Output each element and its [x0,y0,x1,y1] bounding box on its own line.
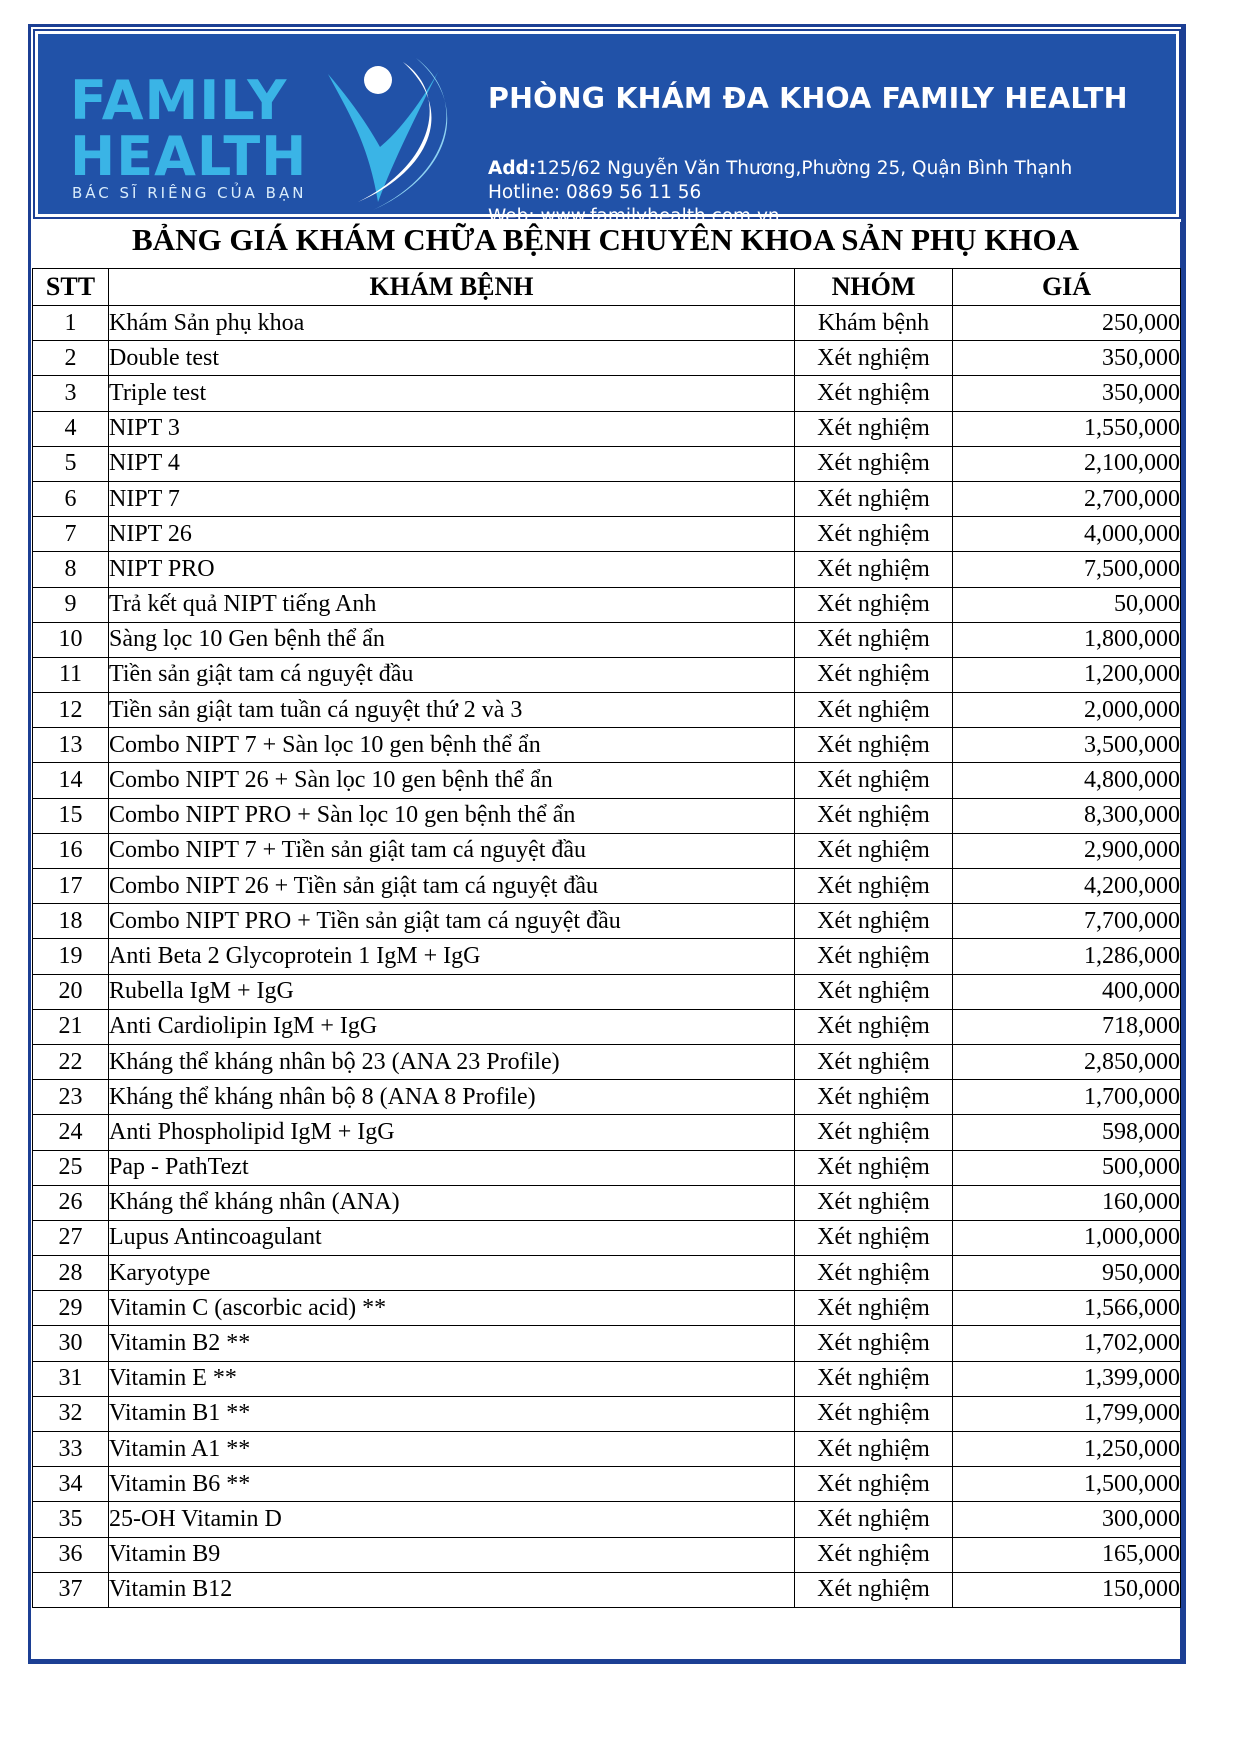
table-header-row [33,269,1181,306]
row-service-name: Vitamin C (ascorbic acid) ** [109,1291,795,1326]
row-stt: 24 [33,1115,109,1150]
clinic-contact-info [488,157,1072,229]
table-row [33,763,1181,798]
clinic-logo-wordmark [70,69,308,188]
row-price: 350,000 [953,341,1181,376]
table-row [33,869,1181,904]
row-stt: 25 [33,1150,109,1185]
table-row [33,939,1181,974]
row-service-name: Vitamin B2 ** [109,1326,795,1361]
row-group: Xét nghiệm [795,1080,953,1115]
row-stt: 3 [33,376,109,411]
row-group: Xét nghiệm [795,657,953,692]
row-price: 1,566,000 [953,1291,1181,1326]
price-table [32,268,1181,1608]
header-price: GIÁ [953,269,1181,306]
table-row [33,798,1181,833]
table-row [33,1115,1181,1150]
row-price: 350,000 [953,376,1181,411]
row-service-name: Vitamin B1 ** [109,1396,795,1431]
row-group: Xét nghiệm [795,587,953,622]
row-stt: 14 [33,763,109,798]
row-service-name: Triple test [109,376,795,411]
row-price: 150,000 [953,1572,1181,1607]
row-stt: 37 [33,1572,109,1607]
row-price: 1,550,000 [953,411,1181,446]
row-price: 718,000 [953,1009,1181,1044]
table-row [33,1185,1181,1220]
table-row [33,517,1181,552]
row-service-name: Pap - PathTezt [109,1150,795,1185]
row-price: 2,700,000 [953,481,1181,516]
row-stt: 19 [33,939,109,974]
row-group: Xét nghiệm [795,376,953,411]
row-group: Khám bệnh [795,306,953,341]
row-service-name: Anti Phospholipid IgM + IgG [109,1115,795,1150]
row-stt: 21 [33,1009,109,1044]
row-price: 1,286,000 [953,939,1181,974]
table-row [33,728,1181,763]
row-price: 2,000,000 [953,693,1181,728]
row-stt: 32 [33,1396,109,1431]
row-group: Xét nghiệm [795,517,953,552]
table-row [33,1572,1181,1607]
row-price: 1,000,000 [953,1220,1181,1255]
row-group: Xét nghiệm [795,481,953,516]
table-row [33,657,1181,692]
table-row [33,587,1181,622]
row-group: Xét nghiệm [795,974,953,1009]
row-stt: 15 [33,798,109,833]
table-row [33,1220,1181,1255]
table-row [33,481,1181,516]
row-stt: 12 [33,693,109,728]
row-price: 50,000 [953,587,1181,622]
row-price: 1,702,000 [953,1326,1181,1361]
row-group: Xét nghiệm [795,1502,953,1537]
table-row [33,411,1181,446]
row-stt: 11 [33,657,109,692]
table-row [33,1080,1181,1115]
row-group: Xét nghiệm [795,1115,953,1150]
row-group: Xét nghiệm [795,763,953,798]
row-group: Xét nghiệm [795,1361,953,1396]
row-service-name: Sàng lọc 10 Gen bệnh thể ẩn [109,622,795,657]
table-row [33,341,1181,376]
row-group: Xét nghiệm [795,622,953,657]
row-service-name: Vitamin B6 ** [109,1467,795,1502]
table-row [33,1396,1181,1431]
row-price: 1,800,000 [953,622,1181,657]
row-price: 250,000 [953,306,1181,341]
row-price: 1,250,000 [953,1432,1181,1467]
row-service-name: Anti Cardiolipin IgM + IgG [109,1009,795,1044]
row-service-name: NIPT 4 [109,446,795,481]
row-service-name: Tiền sản giật tam cá nguyệt đầu [109,657,795,692]
row-price: 4,800,000 [953,763,1181,798]
header-service: KHÁM BỆNH [109,269,795,306]
row-stt: 22 [33,1044,109,1079]
clinic-name: PHÒNG KHÁM ĐA KHOA FAMILY HEALTH [488,82,1128,115]
row-price: 2,850,000 [953,1044,1181,1079]
row-service-name: Combo NIPT 7 + Tiền sản giật tam cá nguyệt đầu [109,833,795,868]
row-service-name: Combo NIPT 26 + Sàn lọc 10 gen bệnh thể ẩn [109,763,795,798]
row-service-name: Rubella IgM + IgG [109,974,795,1009]
row-group: Xét nghiệm [795,341,953,376]
table-row [33,974,1181,1009]
clinic-address-line [488,157,1072,181]
row-price: 1,799,000 [953,1396,1181,1431]
row-group: Xét nghiệm [795,1537,953,1572]
header-group: NHÓM [795,269,953,306]
row-stt: 8 [33,552,109,587]
row-service-name: Kháng thể kháng nhân bộ 23 (ANA 23 Profile) [109,1044,795,1079]
table-row [33,1467,1181,1502]
row-group: Xét nghiệm [795,1291,953,1326]
table-body [33,306,1181,1608]
row-service-name: Kháng thể kháng nhân (ANA) [109,1185,795,1220]
table-row [33,904,1181,939]
table-row [33,1044,1181,1079]
row-stt: 6 [33,481,109,516]
row-price: 500,000 [953,1150,1181,1185]
row-group: Xét nghiệm [795,1220,953,1255]
row-price: 400,000 [953,974,1181,1009]
row-stt: 36 [33,1537,109,1572]
row-stt: 28 [33,1256,109,1291]
row-group: Xét nghiệm [795,1185,953,1220]
table-row [33,1150,1181,1185]
row-service-name: 25-OH Vitamin D [109,1502,795,1537]
row-group: Xét nghiệm [795,1432,953,1467]
row-price: 7,500,000 [953,552,1181,587]
table-row [33,622,1181,657]
table-row [33,693,1181,728]
row-service-name: NIPT 26 [109,517,795,552]
row-service-name: NIPT 3 [109,411,795,446]
row-group: Xét nghiệm [795,1009,953,1044]
row-group: Xét nghiệm [795,904,953,939]
row-price: 598,000 [953,1115,1181,1150]
row-group: Xét nghiệm [795,1396,953,1431]
row-service-name: NIPT 7 [109,481,795,516]
row-stt: 10 [33,622,109,657]
row-group: Xét nghiệm [795,693,953,728]
row-service-name: Tiền sản giật tam tuần cá nguyệt thứ 2 và 3 [109,693,795,728]
row-price: 1,700,000 [953,1080,1181,1115]
row-group: Xét nghiệm [795,833,953,868]
row-stt: 17 [33,869,109,904]
person-swoosh-logo-icon [318,52,458,212]
row-stt: 4 [33,411,109,446]
row-group: Xét nghiệm [795,552,953,587]
row-stt: 16 [33,833,109,868]
row-service-name: Anti Beta 2 Glycoprotein 1 IgM + IgG [109,939,795,974]
row-service-name: Lupus Antincoagulant [109,1220,795,1255]
row-service-name: Trả kết quả NIPT tiếng Anh [109,587,795,622]
row-price: 1,500,000 [953,1467,1181,1502]
row-stt: 18 [33,904,109,939]
row-service-name: Khám Sản phụ khoa [109,306,795,341]
row-price: 7,700,000 [953,904,1181,939]
row-stt: 29 [33,1291,109,1326]
table-row [33,376,1181,411]
row-group: Xét nghiệm [795,728,953,763]
row-group: Xét nghiệm [795,798,953,833]
row-service-name: Combo NIPT PRO + Sàn lọc 10 gen bệnh thể ẩn [109,798,795,833]
row-stt: 30 [33,1326,109,1361]
table-row [33,1256,1181,1291]
row-price: 160,000 [953,1185,1181,1220]
row-stt: 34 [33,1467,109,1502]
clinic-website: Web: www.familyhealth.com.vn [488,206,780,227]
row-service-name: Vitamin E ** [109,1361,795,1396]
row-price: 2,900,000 [953,833,1181,868]
row-service-name: Combo NIPT 26 + Tiền sản giật tam cá nguyệt đầu [109,869,795,904]
row-stt: 26 [33,1185,109,1220]
table-row [33,1537,1181,1572]
logo-line-1: FAMILY [70,69,288,132]
table-row [33,1361,1181,1396]
row-stt: 23 [33,1080,109,1115]
table-row [33,306,1181,341]
row-stt: 1 [33,306,109,341]
logo-line-2: HEALTH [70,125,308,188]
row-stt: 9 [33,587,109,622]
row-price: 950,000 [953,1256,1181,1291]
row-group: Xét nghiệm [795,939,953,974]
table-row [33,1009,1181,1044]
clinic-header-banner [35,31,1179,227]
row-price: 1,399,000 [953,1361,1181,1396]
row-price: 165,000 [953,1537,1181,1572]
row-group: Xét nghiệm [795,1044,953,1079]
row-group: Xét nghiệm [795,446,953,481]
row-group: Xét nghiệm [795,869,953,904]
table-row [33,1502,1181,1537]
row-price: 300,000 [953,1502,1181,1537]
row-service-name: Vitamin B9 [109,1537,795,1572]
row-stt: 7 [33,517,109,552]
row-stt: 13 [33,728,109,763]
row-price: 2,100,000 [953,446,1181,481]
row-service-name: Kháng thể kháng nhân bộ 8 (ANA 8 Profile) [109,1080,795,1115]
table-row [33,1432,1181,1467]
address-label: Add: [488,158,537,179]
clinic-address: 125/62 Nguyễn Văn Thương,Phường 25, Quận Bình Thạnh [536,158,1073,179]
row-group: Xét nghiệm [795,1256,953,1291]
row-price: 4,000,000 [953,517,1181,552]
row-stt: 20 [33,974,109,1009]
clinic-hotline: Hotline: 0869 56 11 56 [488,182,702,203]
row-stt: 33 [33,1432,109,1467]
row-stt: 31 [33,1361,109,1396]
logo-tagline: BÁC SĨ RIÊNG CỦA BẠN [72,184,307,202]
row-price: 4,200,000 [953,869,1181,904]
row-service-name: NIPT PRO [109,552,795,587]
row-service-name: Combo NIPT PRO + Tiền sản giật tam cá nguyệt đầu [109,904,795,939]
table-row [33,833,1181,868]
row-group: Xét nghiệm [795,1326,953,1361]
row-group: Xét nghiệm [795,1572,953,1607]
price-list-title: BẢNG GIÁ KHÁM CHỮA BỆNH CHUYÊN KHOA SẢN PHỤ KHOA [132,222,1079,257]
row-stt: 35 [33,1502,109,1537]
row-group: Xét nghiệm [795,411,953,446]
row-group: Xét nghiệm [795,1467,953,1502]
table-row [33,552,1181,587]
row-service-name: Combo NIPT 7 + Sàn lọc 10 gen bệnh thể ẩn [109,728,795,763]
header-stt: STT [33,269,109,306]
row-stt: 27 [33,1220,109,1255]
table-row [33,446,1181,481]
row-price: 3,500,000 [953,728,1181,763]
row-service-name: Vitamin B12 [109,1572,795,1607]
row-stt: 2 [33,341,109,376]
table-row [33,1326,1181,1361]
row-price: 1,200,000 [953,657,1181,692]
row-group: Xét nghiệm [795,1150,953,1185]
row-stt: 5 [33,446,109,481]
row-service-name: Double test [109,341,795,376]
table-row [33,1291,1181,1326]
row-service-name: Karyotype [109,1256,795,1291]
row-service-name: Vitamin A1 ** [109,1432,795,1467]
row-price: 8,300,000 [953,798,1181,833]
